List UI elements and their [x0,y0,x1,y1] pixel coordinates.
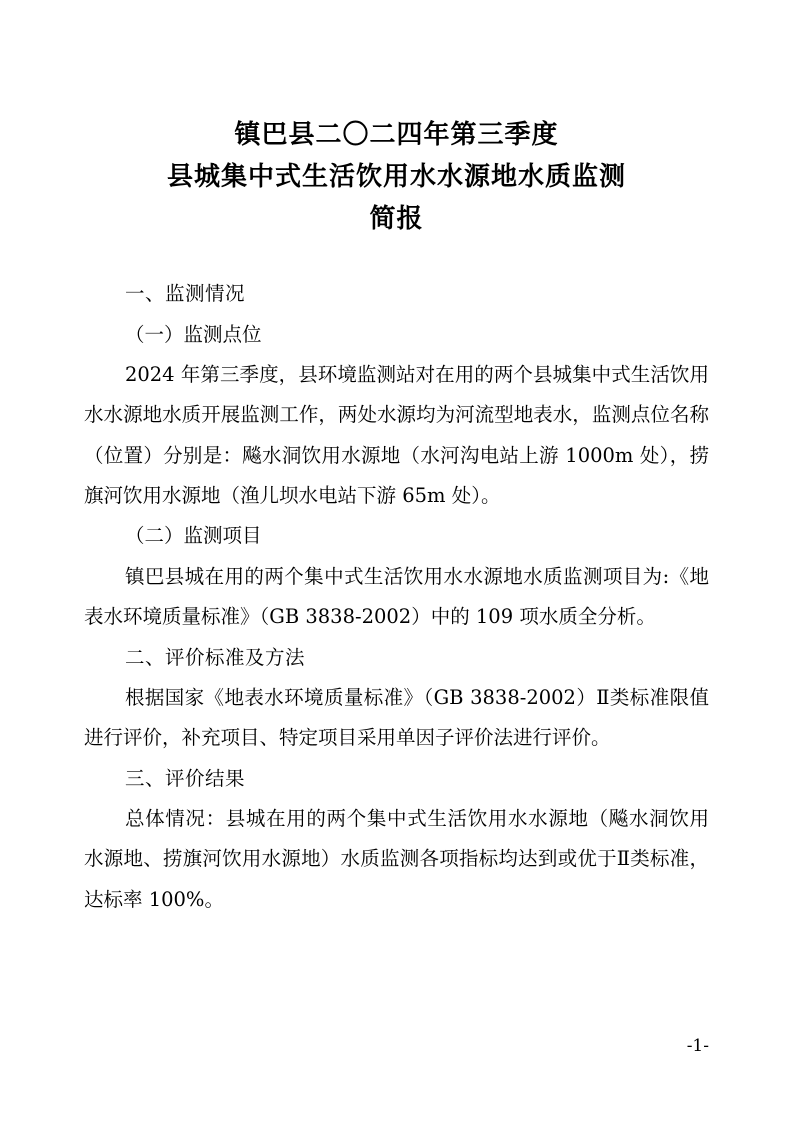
document-body [84,274,709,920]
title-line-1: 镇巴县二〇二四年第三季度 [234,120,559,150]
page-number: -1- [686,1036,709,1056]
paragraph-monitoring-points: 2024 年第三季度，县环境监测站对在用的两个县城集中式生活饮用水水源地水质开展监测工作，两处水源均为河流型地表水，监测点位名称（位置）分别是：飚水洞饮用水源地（水河沟电站上游 1000m 处），捞旗河饮用水源地（渔儿坝水电站下游 65m 处）。 [84,363,709,508]
section-subheading-1-2: （二）监测项目 [124,524,262,548]
section-subheading-1-1: （一）监测点位 [124,322,262,346]
section-heading-3: 三、评价结果 [124,766,245,790]
section-heading-2: 二、评价标准及方法 [124,645,305,669]
title-line-2: 县城集中式生活饮用水水源地水质监测 [166,162,626,193]
section-heading-1: 一、监测情况 [124,282,245,306]
paragraph-monitoring-items: 镇巴县城在用的两个集中式生活饮用水水源地水质监测项目为:《地表水环境质量标准》（GB 3838-2002）中的 109 项水质全分析。 [84,564,709,629]
document-title [84,114,709,240]
paragraph-evaluation-standard: 根据国家《地表水环境质量标准》（GB 3838-2002）Ⅱ类标准限值进行评价，补充项目、特定项目采用单因子评价法进行评价。 [84,685,709,750]
paragraph-evaluation-result: 总体情况：县城在用的两个集中式生活饮用水水源地（飚水洞饮用水源地、捞旗河饮用水源地）水质监测各项指标均达到或优于Ⅱ类标准，达标率 100%。 [84,807,709,911]
title-line-3: 简报 [369,204,424,235]
